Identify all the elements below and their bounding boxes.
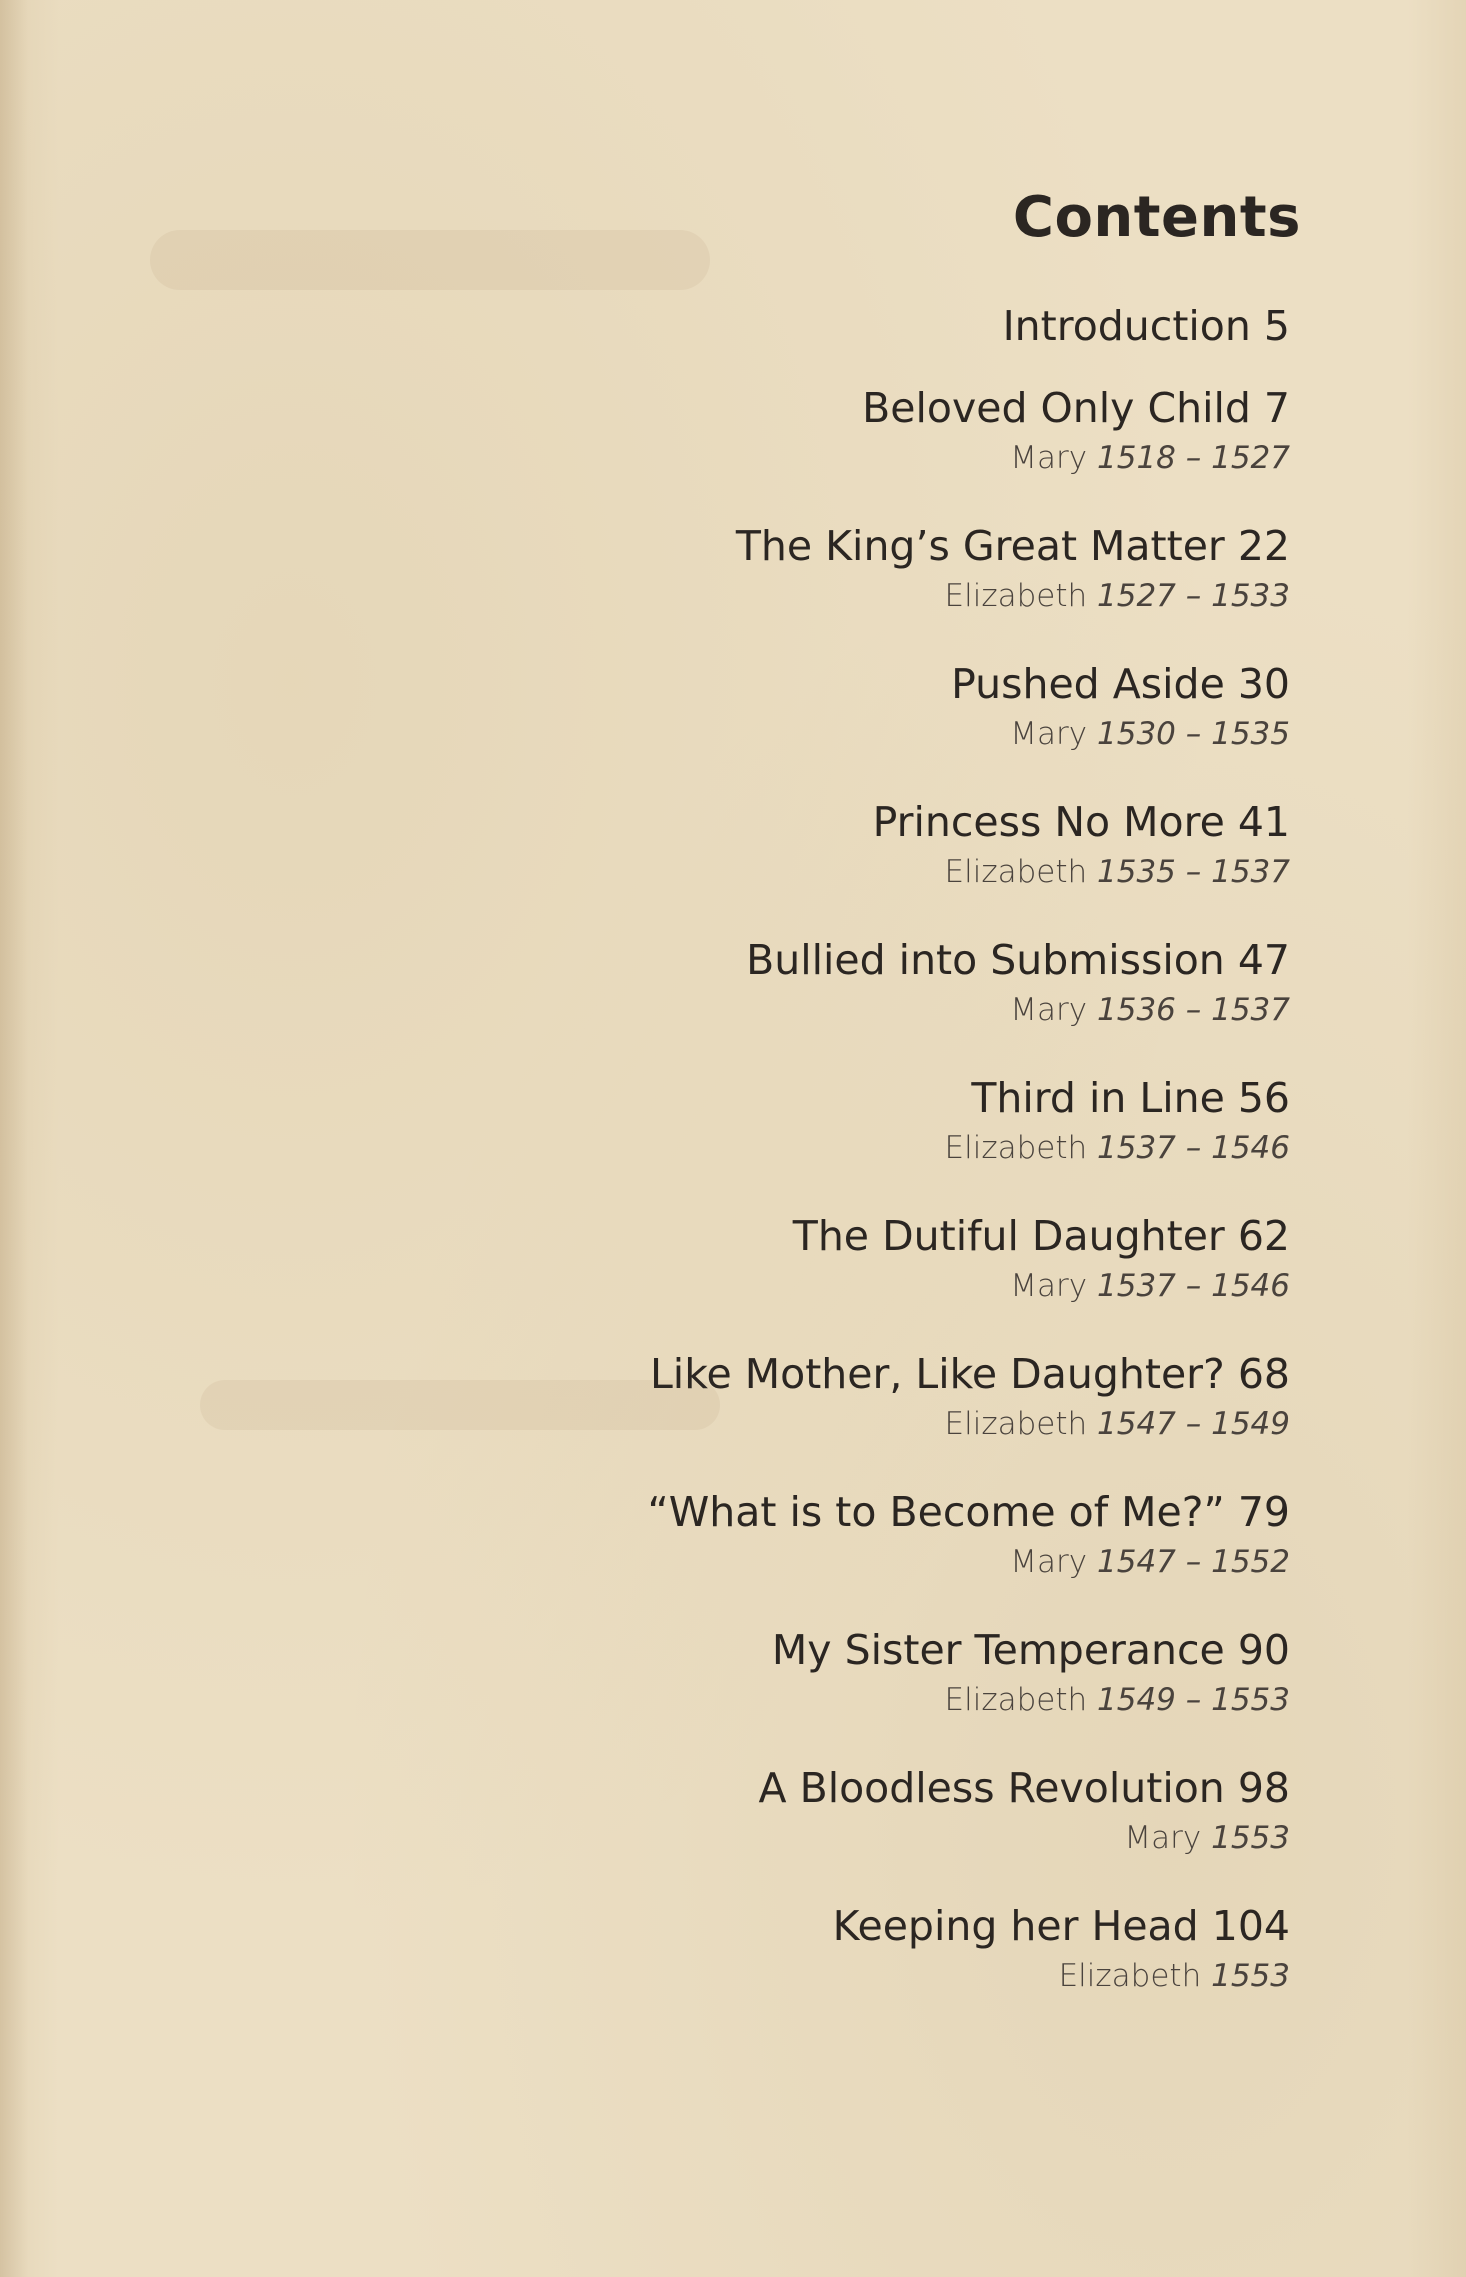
toc-entry-title: Like Mother, Like Daughter? 68 [649,1350,1290,1398]
table-of-contents [390,300,1290,2038]
toc-entry-title: Third in Line 56 [971,1074,1290,1122]
toc-entry-title: Pushed Aside 30 [951,660,1290,708]
toc-entry-subtitle [390,1126,1290,1170]
toc-entry-title: The Dutiful Daughter 62 [792,1212,1290,1260]
toc-entry-years: 1530 – 1535 [1097,716,1290,752]
toc-entry-person: Mary [1124,1820,1202,1856]
toc-entry-person: Mary [1010,992,1088,1028]
toc-entry-person: Elizabeth [1058,1958,1202,1994]
toc-entry-title: “What is to Become of Me?” 79 [647,1488,1290,1536]
toc-entry-years: 1537 – 1546 [1097,1130,1290,1166]
toc-entry [390,796,1290,934]
toc-entry-years: 1553 [1211,1958,1290,1994]
toc-entry-person: Elizabeth [944,854,1088,890]
paper-stain [150,230,710,290]
toc-entry [390,1624,1290,1762]
toc-entry-introduction [390,300,1290,352]
toc-entry-subtitle [390,436,1290,480]
toc-entry-years: 1547 – 1552 [1097,1544,1290,1580]
page-fold-shadow [0,0,28,2277]
toc-entry-years: 1535 – 1537 [1097,854,1290,890]
toc-entry [390,934,1290,1072]
toc-entry-subtitle [390,1540,1290,1584]
toc-entry-subtitle [390,850,1290,894]
toc-entry-person: Elizabeth [944,1682,1088,1718]
toc-entry [390,1762,1290,1900]
toc-entry-subtitle [390,574,1290,618]
toc-entry-subtitle [390,712,1290,756]
toc-entry-person: Elizabeth [944,1130,1088,1166]
toc-entry [390,658,1290,796]
toc-entry-years: 1537 – 1546 [1097,1268,1290,1304]
toc-entry-years: 1518 – 1527 [1097,440,1290,476]
toc-entry-person: Elizabeth [944,1406,1088,1442]
toc-entry [390,1072,1290,1210]
toc-entry-subtitle [390,988,1290,1032]
toc-entry [390,1348,1290,1486]
toc-entry-title: Bullied into Submission 47 [746,936,1290,984]
toc-entry-title: The King’s Great Matter 22 [735,522,1290,570]
toc-entry-subtitle [390,1954,1290,1998]
toc-entry-years: 1527 – 1533 [1097,578,1290,614]
toc-entry-title: Princess No More 41 [872,798,1290,846]
toc-entry-years: 1547 – 1549 [1097,1406,1290,1442]
toc-entry-person: Mary [1010,440,1088,476]
toc-entry-years: 1549 – 1553 [1097,1682,1290,1718]
toc-entry-title: Keeping her Head 104 [832,1902,1290,1950]
toc-entry-subtitle [390,1264,1290,1308]
toc-entry-person: Mary [1010,1268,1088,1304]
toc-entry-title: Introduction 5 [1002,302,1290,350]
toc-entry-person: Elizabeth [944,578,1088,614]
toc-entry-person: Mary [1010,1544,1088,1580]
toc-entry-years: 1553 [1211,1820,1290,1856]
toc-entry [390,520,1290,658]
toc-entry [390,1486,1290,1624]
toc-entry-subtitle [390,1402,1290,1446]
toc-entry-subtitle [390,1816,1290,1860]
toc-entry-title: A Bloodless Revolution 98 [758,1764,1290,1812]
toc-entry [390,1210,1290,1348]
toc-entry-title: My Sister Temperance 90 [771,1626,1290,1674]
toc-entry-years: 1536 – 1537 [1097,992,1290,1028]
toc-entry-title: Beloved Only Child 7 [862,384,1290,432]
toc-entry [390,382,1290,520]
toc-entry-person: Mary [1010,716,1088,752]
toc-entry [390,1900,1290,2038]
toc-entry-subtitle [390,1678,1290,1722]
page-title: Contents [1012,185,1301,250]
